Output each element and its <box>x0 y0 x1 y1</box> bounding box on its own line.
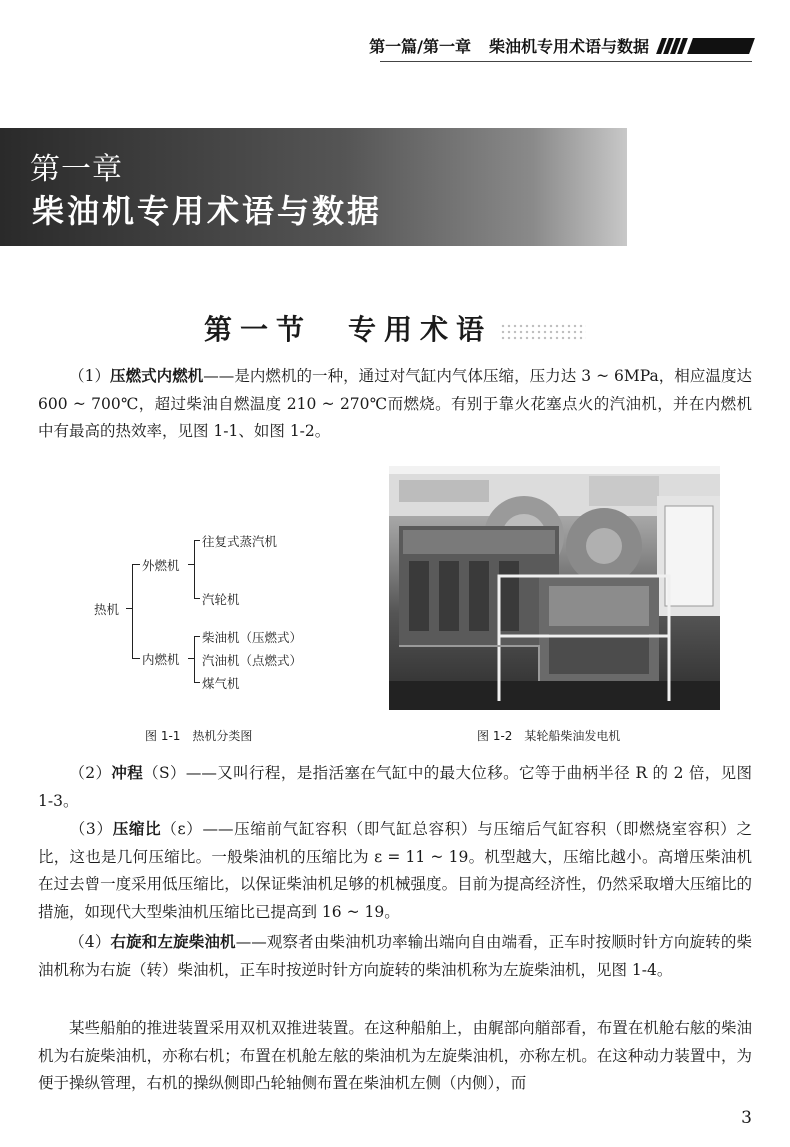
term-compression-ratio: 压缩比 <box>112 820 162 838</box>
diesel-generator-illustration <box>389 466 720 710</box>
paragraph-1 <box>38 363 752 446</box>
running-header-part: 第一篇/第一章 <box>369 37 471 56</box>
para-text: （ε）——压缩前气缸容积（即气缸总容积）与压缩后气缸容积（即燃烧室容积）之比，这也是几何压缩比。一般柴油机的压缩比为 ε = 11 ~ 19。机型越大，压缩比越小。高增压柴油机在过去曾一度采用低压缩比，以保证柴油机足够的机械强度。目前为提高经济性，仍然采取增大压缩比的措施，如现代大型柴油机压缩比已提高到 16 ~ 19。 <box>38 820 752 921</box>
section-title <box>0 308 790 348</box>
diagram-internal: 内燃机 <box>142 652 180 667</box>
para-lead: （4） <box>69 933 111 951</box>
header-rule <box>380 61 752 62</box>
page-number: 3 <box>741 1108 752 1128</box>
section-title-text: 第一节 专用术语 <box>203 313 492 346</box>
para-lead: （3） <box>69 820 113 838</box>
para-lead: （2） <box>69 764 112 782</box>
heat-engine-classification-diagram <box>90 520 370 700</box>
paragraph-3 <box>38 816 752 926</box>
diagram-external: 外燃机 <box>142 558 180 573</box>
term-rotation-direction: 右旋和左旋柴油机 <box>110 933 236 951</box>
diagram-item-steam-turbine: 汽轮机 <box>202 592 240 607</box>
chapter-number: 第一章 <box>30 152 123 187</box>
para-text: ——观察者由柴油机功率输出端向自由端看，正车时按顺时针方向旋转的柴油机称为右旋（转）柴油机，正车时按逆时针方向旋转的柴油机称为左旋柴油机，见图 1-4。 <box>38 933 752 979</box>
paragraph-4 <box>38 929 752 984</box>
diagram-item-gas-engine: 煤气机 <box>202 676 240 691</box>
para-lead: （1） <box>69 367 111 385</box>
diagram-item-diesel: 柴油机（压燃式） <box>202 630 303 645</box>
para-text: 某些船舶的推进装置采用双机双推进装置。在这种船舶上，由艉部向艏部看，布置在机舱右舷的柴油机为右旋柴油机，亦称右机；布置在机舱左舷的柴油机为左旋柴油机，亦称左机。在这种动力装置中，为便于操纵管理，右机的操纵侧即凸轮轴侧布置在柴油机左侧（内侧），而 <box>38 1019 752 1092</box>
paragraph-2 <box>38 760 752 815</box>
running-header-title: 柴油机专用术语与数据 <box>488 37 649 56</box>
term-compression-ignition-engine: 压燃式内燃机 <box>110 367 204 385</box>
term-stroke: 冲程 <box>111 764 144 782</box>
header-slash-ornament <box>659 38 752 54</box>
figure-1-1-caption: 图 1-1 热机分类图 <box>145 729 253 743</box>
para-text: ——是内燃机的一种，通过对气缸内气体压缩，压力达 3 ~ 6MPa，相应温度达 600 ~ 700℃，超过柴油自燃温度 210 ~ 270℃而燃烧。有别于靠火花塞点火的汽油机，并在内燃机中有最高的热效率，见图 1-1、如图 1-2。 <box>38 367 752 440</box>
figure-1-2-caption: 图 1-2 某轮船柴油发电机 <box>477 729 621 743</box>
running-header <box>369 34 752 57</box>
diagram-root: 热机 <box>94 602 120 617</box>
dot-ornament <box>500 323 586 341</box>
paragraph-5 <box>38 1015 752 1098</box>
chapter-title: 柴油机专用术语与数据 <box>32 192 383 230</box>
para-text: （S）——又叫行程，是指活塞在气缸中的最大位移。它等于曲柄半径 R 的 2 倍，见图 1-3。 <box>38 764 752 810</box>
diagram-item-gasoline: 汽油机（点燃式） <box>202 653 303 668</box>
diagram-item-steam-engine: 往复式蒸汽机 <box>202 534 278 549</box>
diesel-generator-photo <box>389 466 720 710</box>
chapter-banner <box>0 128 627 246</box>
